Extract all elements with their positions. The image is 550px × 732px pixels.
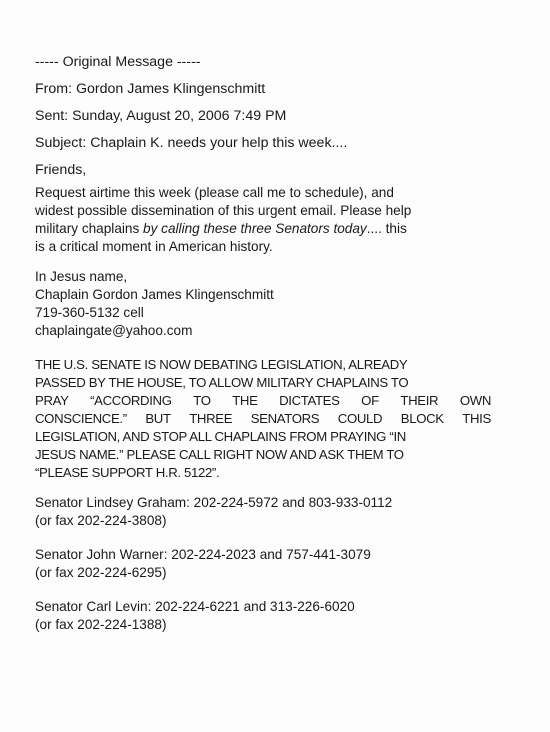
request-line-3	[35, 220, 411, 238]
original-message-heading: ----- Original Message -----	[35, 54, 201, 70]
notice-line-1: THE U.S. SENATE IS NOW DEBATING LEGISLATION, ALREADY	[35, 357, 408, 372]
notice-word: OF	[361, 393, 379, 408]
notice-line-5: LEGISLATION, AND STOP ALL CHAPLAINS FROM PRAYING “IN	[35, 429, 406, 444]
senator-phone-line: Senator John Warner: 202-224-2023 and 757-441-3079	[35, 547, 371, 562]
notice-line-4	[35, 410, 491, 428]
sent-line: Sent: Sunday, August 20, 2006 7:49 PM	[35, 108, 287, 124]
signature-email: chaplaingate@yahoo.com	[35, 323, 193, 338]
request-line-2: widest possible dissemination of this urgent email. Please help	[35, 203, 412, 218]
request-line-1: Request airtime this week (please call me to schedule), and	[35, 185, 394, 200]
request-paragraph	[35, 184, 411, 256]
senator-levin	[35, 598, 355, 634]
senator-graham	[35, 494, 392, 530]
notice-line-2: PASSED BY THE HOUSE, TO ALLOW MILITARY CHAPLAINS TO	[35, 375, 409, 390]
notice-word: THEIR	[400, 393, 439, 408]
signature-closing: In Jesus name,	[35, 269, 128, 284]
request-line-4: is a critical moment in American history.	[35, 239, 273, 254]
senator-fax-line: (or fax 202-224-6295)	[35, 565, 167, 580]
notice-line-6: JESUS NAME.” PLEASE CALL RIGHT NOW AND ASK THEM TO	[35, 447, 404, 462]
from-line: From: Gordon James Klingenschmitt	[35, 81, 266, 97]
request-line-3-end: .... this	[366, 221, 407, 236]
notice-word: CONSCIENCE.”	[35, 411, 127, 426]
senator-fax-line: (or fax 202-224-3808)	[35, 513, 167, 528]
notice-word: BUT	[145, 411, 171, 426]
notice-word: PRAY	[35, 393, 69, 408]
notice-line-7: “PLEASE SUPPORT H.R. 5122”.	[35, 465, 220, 480]
senator-phone-line: Senator Lindsey Graham: 202-224-5972 and 803-933-0112	[35, 495, 393, 510]
signature-name: Chaplain Gordon James Klingenschmitt	[35, 287, 274, 302]
notice-word: TO	[193, 393, 211, 408]
senate-notice	[35, 356, 491, 482]
notice-word: OWN	[459, 393, 491, 408]
notice-word: SENATORS	[250, 411, 320, 426]
senator-phone-line: Senator Carl Levin: 202-224-6221 and 313-226-6020	[35, 599, 355, 614]
notice-word: “ACCORDING	[90, 393, 172, 408]
notice-word: THREE	[189, 411, 233, 426]
request-line-3-start: military chaplains	[35, 221, 144, 236]
notice-word: BLOCK	[400, 411, 444, 426]
senator-warner	[35, 546, 371, 582]
greeting: Friends,	[35, 162, 87, 178]
request-emphasis: by calling these three Senators today	[143, 221, 367, 236]
notice-word: DICTATES	[279, 393, 340, 408]
notice-word: THE	[232, 393, 258, 408]
subject-line: Subject: Chaplain K. needs your help this week....	[35, 135, 348, 151]
signature-phone: 719-360-5132 cell	[35, 305, 144, 320]
notice-word: COULD	[337, 411, 383, 426]
notice-line-3	[35, 392, 491, 410]
senator-fax-line: (or fax 202-224-1388)	[35, 617, 167, 632]
notice-word: THIS	[462, 411, 491, 426]
signature-block	[35, 268, 274, 340]
